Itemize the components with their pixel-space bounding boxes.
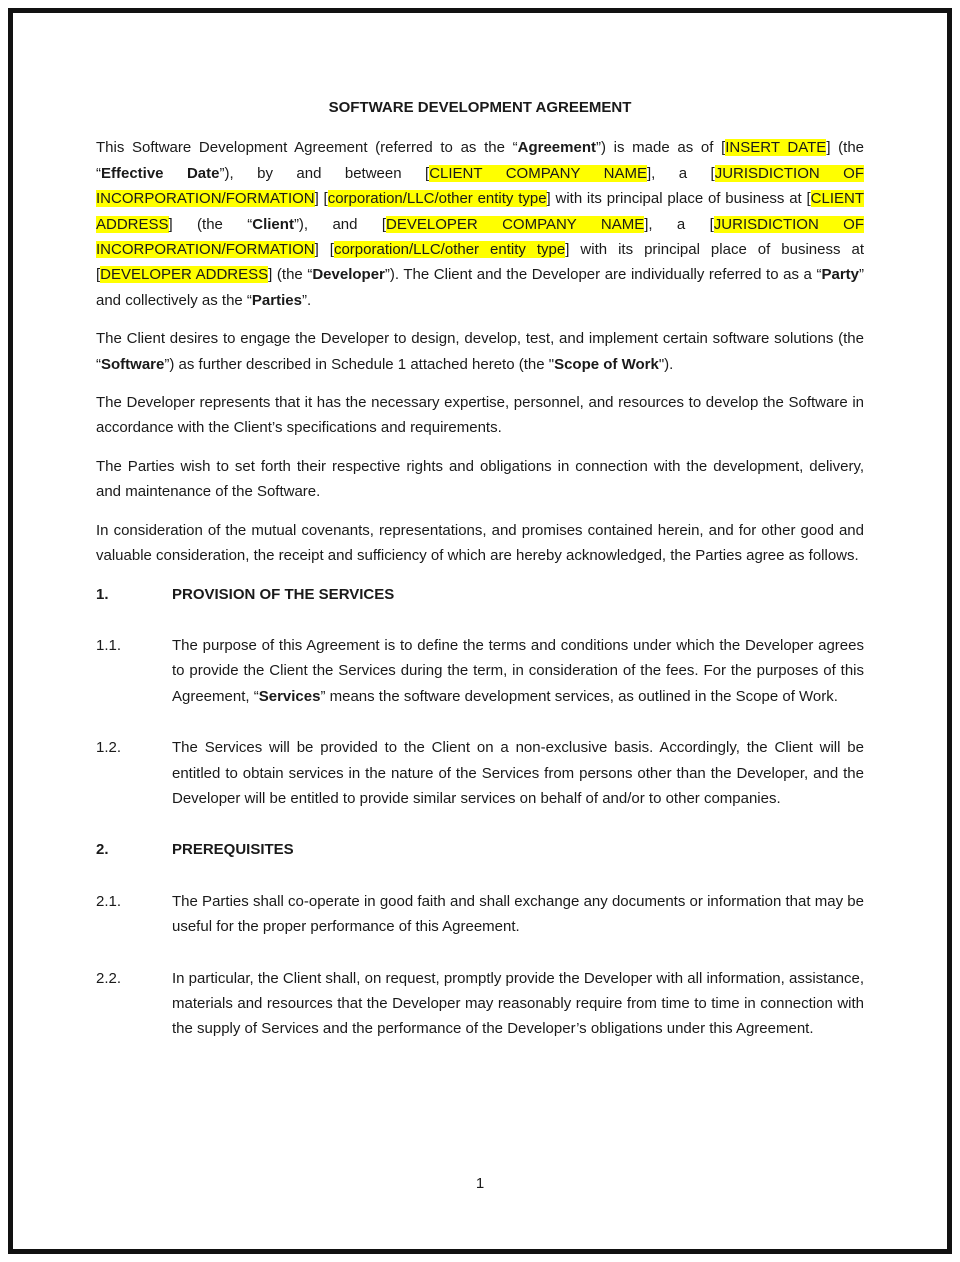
clause-number: 2.1. xyxy=(96,892,122,910)
highlighted-placeholder: corporation/LLC/other entity type xyxy=(327,190,547,208)
text-run: ] (the “ xyxy=(168,215,253,233)
text-run: ] (the “ xyxy=(268,266,313,284)
bold-term: Parties xyxy=(251,291,302,309)
bold-term: Client xyxy=(252,215,294,233)
text-run: ”), by and between [ xyxy=(219,164,430,182)
page-number: 1 xyxy=(475,1175,485,1192)
text-run: The Parties shall co-operate in good faith and shall exchange any documents or information that may be useful for the proper performance of this Agreement. xyxy=(172,892,864,936)
text-run: ”). The Client and the Developer are individually referred to as a “ xyxy=(384,266,822,284)
clause-1-1 xyxy=(96,633,864,709)
clause-1-2 xyxy=(96,735,864,811)
intro-paragraph-5 xyxy=(96,518,864,569)
clause-text xyxy=(172,966,864,1042)
section-heading-row xyxy=(96,837,864,862)
bold-term: Services xyxy=(258,687,321,705)
intro-paragraph-1 xyxy=(96,135,864,313)
text-run: ”. xyxy=(301,291,312,309)
bold-term: Agreement xyxy=(517,139,596,157)
highlighted-placeholder: DEVELOPER ADDRESS xyxy=(100,266,269,284)
text-run: ], a [ xyxy=(644,215,714,233)
highlighted-placeholder: corporation/LLC/other entity type xyxy=(333,241,566,259)
document-content xyxy=(96,95,864,1068)
text-run: "). xyxy=(658,355,674,373)
clause-2-1 xyxy=(96,889,864,940)
bold-term: Party xyxy=(821,266,860,284)
text-run: ” and collectively as the “ xyxy=(96,266,865,309)
text-run: ] (the “ xyxy=(96,139,865,182)
text-run: The Services will be provided to the Client on a non-exclusive basis. Accordingly, the Client will be entitled to obtain services in the nature of the Services from persons other than the Developer, and the Developer will be entitled to provide similar services on behalf of and/or to other companies. xyxy=(172,739,864,807)
highlighted-placeholder: JURISDICTION OF INCORPORATION/FORMATION xyxy=(96,164,864,208)
highlighted-placeholder: INSERT DATE xyxy=(725,139,827,157)
clause-2-2 xyxy=(96,966,864,1042)
section-number: 2. xyxy=(96,841,109,859)
intro-paragraph-2 xyxy=(96,326,864,377)
text-run: ], a [ xyxy=(646,164,715,182)
intro-paragraph-4 xyxy=(96,454,864,505)
bold-term: Effective Date xyxy=(101,164,220,182)
intro-paragraph-3 xyxy=(96,390,864,441)
bold-term: Software xyxy=(101,355,165,373)
clause-number: 1.1. xyxy=(96,636,122,654)
bold-term: Scope of Work xyxy=(554,355,659,373)
section-heading: PROVISION OF THE SERVICES xyxy=(172,585,395,603)
section-provision-of-services xyxy=(96,582,864,812)
text-run: In consideration of the mutual covenants, representations, and promises contained herein, and for other good and valuable consideration, the receipt and sufficiency of which are hereby acknowledged, the Parties agree as follows. xyxy=(96,521,864,565)
text-run: This Software Development Agreement (referred to as the “ xyxy=(96,139,518,157)
text-run: ] with its principal place of business at [ xyxy=(96,241,864,284)
clause-number: 2.2. xyxy=(96,969,122,987)
highlighted-placeholder: JURISDICTION OF INCORPORATION/FORMATION xyxy=(96,215,864,259)
bold-term: Developer xyxy=(312,266,385,284)
text-run: In particular, the Client shall, on request, promptly provide the Developer with all information, assistance, materials and resources that the Developer may reasonably require from time to time in connection with the supply of Services and the performance of the Developer’s obligations under this Agreement. xyxy=(172,969,865,1038)
section-heading-row xyxy=(96,582,864,607)
text-run: The Developer represents that it has the necessary expertise, personnel, and resources to develop the Software in accordance with the Client’s specifications and requirements. xyxy=(96,394,864,437)
clause-number: 1.2. xyxy=(96,739,122,757)
highlighted-placeholder: DEVELOPER COMPANY NAME xyxy=(386,215,645,233)
highlighted-placeholder: CLIENT ADDRESS xyxy=(96,190,864,233)
section-number: 1. xyxy=(96,585,109,603)
text-run: The Client desires to engage the Developer to design, develop, test, and implement certain software solutions (the “ xyxy=(96,330,864,373)
document-title: SOFTWARE DEVELOPMENT AGREEMENT xyxy=(328,99,632,116)
text-run: ] [ xyxy=(314,241,334,259)
clause-text xyxy=(172,889,864,940)
text-run: ] [ xyxy=(314,190,328,208)
text-run: ”) as further described in Schedule 1 attached hereto (the " xyxy=(164,355,555,373)
text-run: ” means the software development services, as outlined in the Scope of Work. xyxy=(320,687,838,705)
clause-text xyxy=(172,633,864,709)
section-heading: PREREQUISITES xyxy=(172,841,294,859)
text-run: The Parties wish to set forth their respective rights and obligations in connection with the development, delivery, and maintenance of the Software. xyxy=(96,457,864,501)
clause-text xyxy=(172,735,864,811)
text-run: ”), and [ xyxy=(293,215,387,233)
section-prerequisites xyxy=(96,837,864,1041)
text-run: The purpose of this Agreement is to define the terms and conditions under which the Developer agrees to provide the Client the Services during the term, in consideration of the fees. For the purposes of this Agreement, “ xyxy=(172,636,864,705)
text-run: ”) is made as of [ xyxy=(595,139,726,157)
text-run: ] with its principal place of business at [ xyxy=(546,190,811,208)
highlighted-placeholder: CLIENT COMPANY NAME xyxy=(429,164,647,182)
